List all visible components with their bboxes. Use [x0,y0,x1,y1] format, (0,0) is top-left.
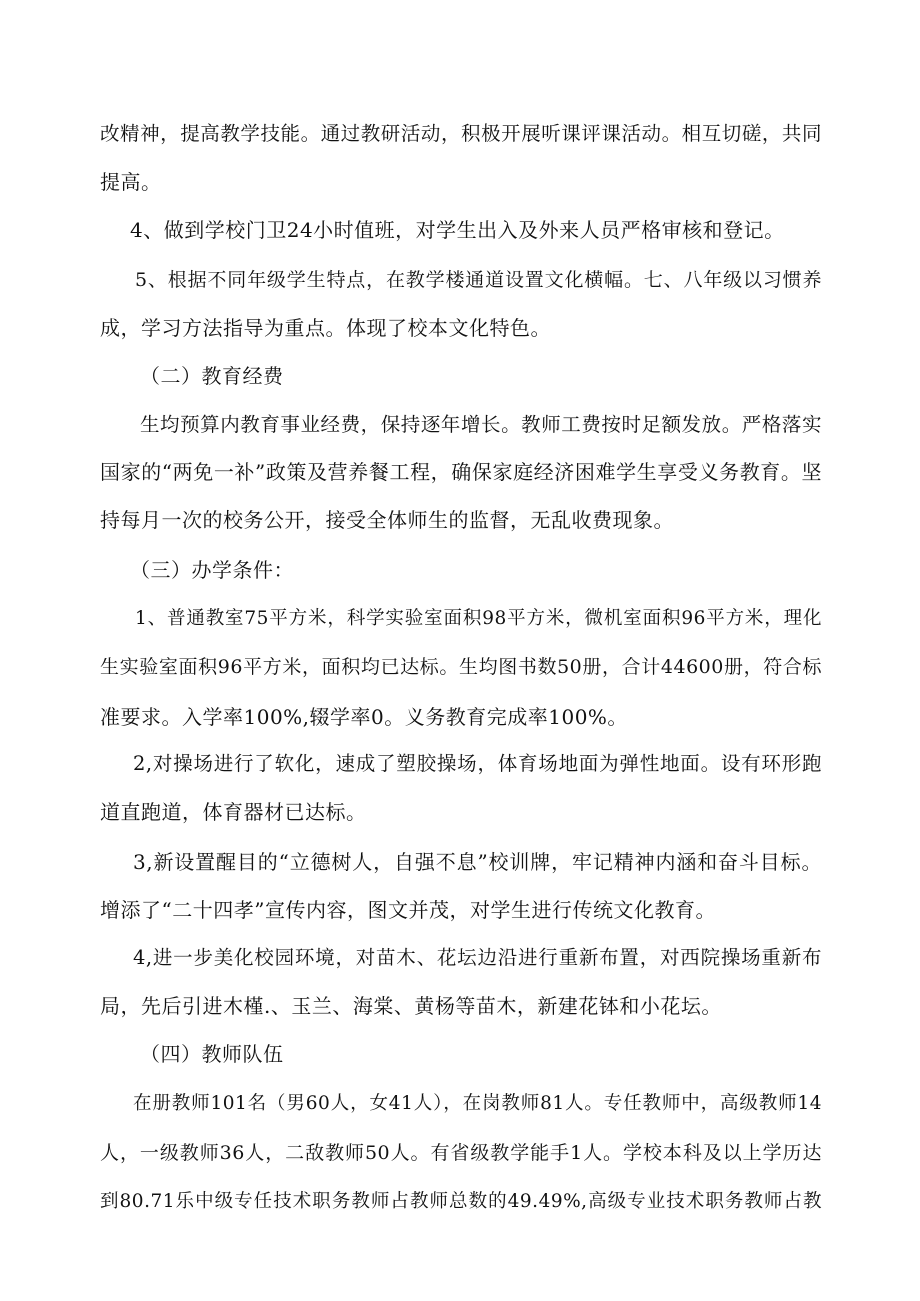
section-heading: （三）办学条件： [130,558,294,582]
paragraph-line: 改精神，提高教学技能。通过教研活动，积极开展听课评课活动。相互切磋，共同 [100,122,822,145]
paragraph-line: 在册教师101名（男60人，女41人），在岗教师81人。专任教师中，高级教师14 [133,1093,822,1114]
section-heading: （二）教育经费 [140,364,284,388]
paragraph-line: 准要求。入学率100%,辍学率0。义务教育完成率100%。 [100,705,628,729]
paragraph-line: 持每月一次的校务公开，接受全体师生的监督，无乱收费现象。 [100,508,674,532]
paragraph-line: 生均预算内教育事业经费，保持逐年增长。教师工费按时足额发放。严格落实 [140,413,822,436]
paragraph-line: 成，学习方法指导为重点。体现了校本文化特色。 [100,316,551,340]
paragraph-line: 提高。 [100,170,162,194]
paragraph-line: 5、根据不同年级学生特点，在教学楼通道设置文化横幅。七、八年级以习惯养 [135,269,822,291]
paragraph-line: 4,进一步美化校园环境，对苗木、花坛边沿进行重新布置，对西院操场重新布 [133,946,822,969]
paragraph-line: 局，先后引进木槿.、玉兰、海棠、黄杨等苗木，新建花钵和小花坛。 [100,994,722,1018]
paragraph-line: 1、普通教室75平方米，科学实验室面积98平方米，微机室面积96平方米，理化 [135,608,822,629]
paragraph-line: 增添了“二十四孝”宣传内容，图文并茂，对学生进行传统文化教育。 [100,898,716,922]
paragraph-line: 4、做到学校门卫24小时值班，对学生出入及外来人员严格审核和登记。 [130,218,785,242]
paragraph-line: 人，一级教师36人，二敌教师50人。有省级教学能手1人。学校本科及以上学历达 [100,1142,822,1164]
paragraph-line: 到80.71乐中级专任技术职务教师占教师总数的49.49%,高级专业技术职务教师占教 [100,1191,822,1212]
paragraph-line: 道直跑道，体育器材已达标。 [100,800,367,824]
section-heading: （四）教师队伍 [140,1042,284,1066]
paragraph-line: 3,新设置醒目的“立德树人，自强不息”校训牌，牢记精神内涵和奋斗目标。 [133,850,822,874]
paragraph-line: 国家的“两免一补”政策及营养餐工程，确保家庭经济困难学生享受义务教育。坚 [100,460,822,484]
paragraph-line: 2,对操场进行了软化，速成了塑胶操场，体育场地面为弹性地面。设有环形跑 [133,752,822,775]
paragraph-line: 生实验室面积96平方米，面积均已达标。生均图书数50册，合计44600册，符合标 [100,656,822,678]
